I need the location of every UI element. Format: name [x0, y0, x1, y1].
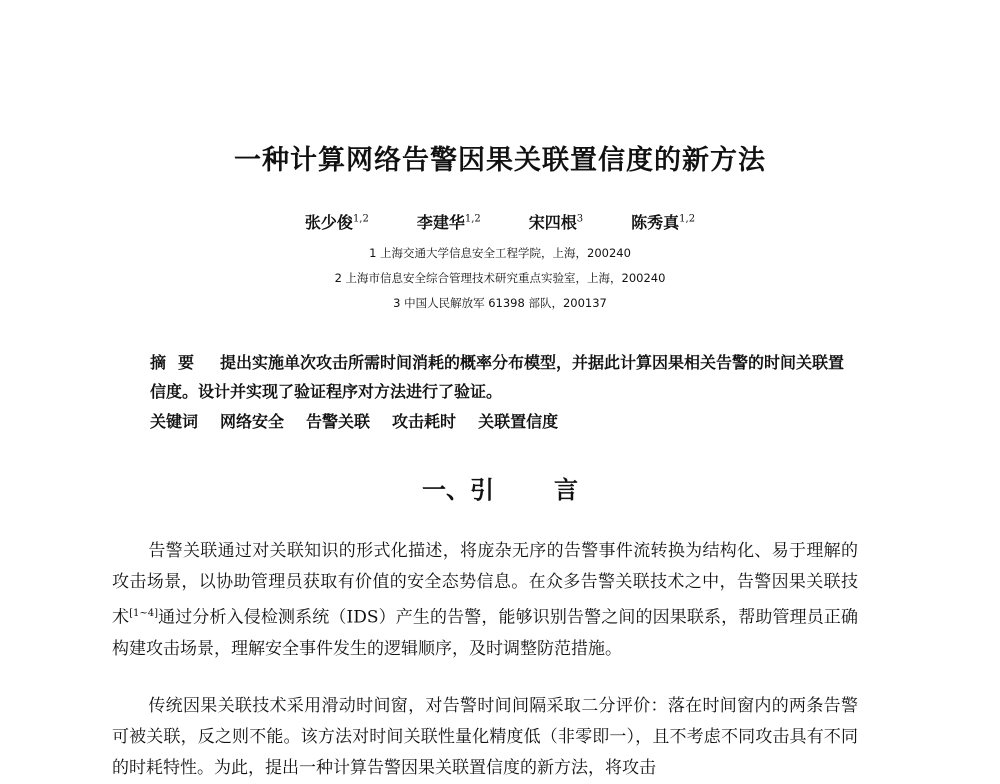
author-name: 陈秀真: [631, 213, 680, 232]
keyword: 攻击耗时: [392, 412, 457, 431]
affiliation: 1 上海交通大学信息安全工程学院，上海，200240: [369, 246, 631, 260]
author-list: [0, 210, 1000, 233]
author-name: 李建华: [416, 213, 465, 232]
paper-title: 一种计算网络告警因果关联置信度的新方法: [234, 145, 766, 176]
keyword: 网络安全: [220, 412, 285, 431]
keywords-label: 关键词: [150, 412, 199, 431]
author: [305, 210, 369, 233]
author: [529, 210, 583, 233]
affiliation: 3 中国人民解放军 61398 部队，200137: [393, 296, 607, 310]
author: [631, 210, 695, 233]
body-paragraph: [112, 536, 858, 665]
section-number: 一、引: [422, 476, 494, 504]
author-affiliation-mark: 1,2: [679, 213, 696, 225]
body-paragraph: [112, 691, 858, 784]
paragraph-text: 传统因果关联技术采用滑动时间窗，对告警时间间隔采取二分评价：落在时间窗内的两条告警可被关联，反之则不能。该方法对时间关联性量化精度低（非零即一），且不考虑不同攻击具有不同的时耗特性。为此，提出一种计算告警因果关联置信度的新方法，将攻击: [112, 696, 858, 778]
author-affiliation-mark: 3: [576, 213, 584, 225]
keyword: 告警关联: [306, 412, 371, 431]
abstract: [150, 348, 850, 406]
author: [417, 210, 481, 233]
keyword: 关联置信度: [478, 412, 559, 431]
citation: [1~4]: [129, 608, 159, 619]
author-affiliation-mark: 1,2: [352, 213, 369, 225]
abstract-label: 摘要: [150, 353, 207, 372]
section-heading: [0, 470, 1000, 505]
author-affiliation-mark: 1,2: [464, 213, 481, 225]
author-name: 张少俊: [304, 213, 353, 232]
author-name: 宋四根: [528, 213, 577, 232]
section-title: 言: [554, 476, 578, 504]
abstract-text: 提出实施单次攻击所需时间消耗的概率分布模型，并据此计算因果相关告警的时间关联置信度。设计并实现了验证程序对方法进行了验证。: [150, 353, 845, 401]
keywords: [150, 409, 558, 432]
paragraph-text: 告警关联通过对关联知识的形式化描述，将庞杂无序的告警事件流转换为结构化、易于理解的攻击场景，以协助管理员获取有价值的安全态势信息。在众多告警关联技术之中，告警因果关联技术: [112, 541, 858, 628]
paragraph-text: 通过分析入侵检测系统（IDS）产生的告警，能够识别告警之间的因果联系，帮助管理员正确构建攻击场景，理解安全事件发生的逻辑顺序，及时调整防范措施。: [112, 607, 858, 659]
affiliation: 2 上海市信息安全综合管理技术研究重点实验室，上海，200240: [334, 271, 666, 285]
